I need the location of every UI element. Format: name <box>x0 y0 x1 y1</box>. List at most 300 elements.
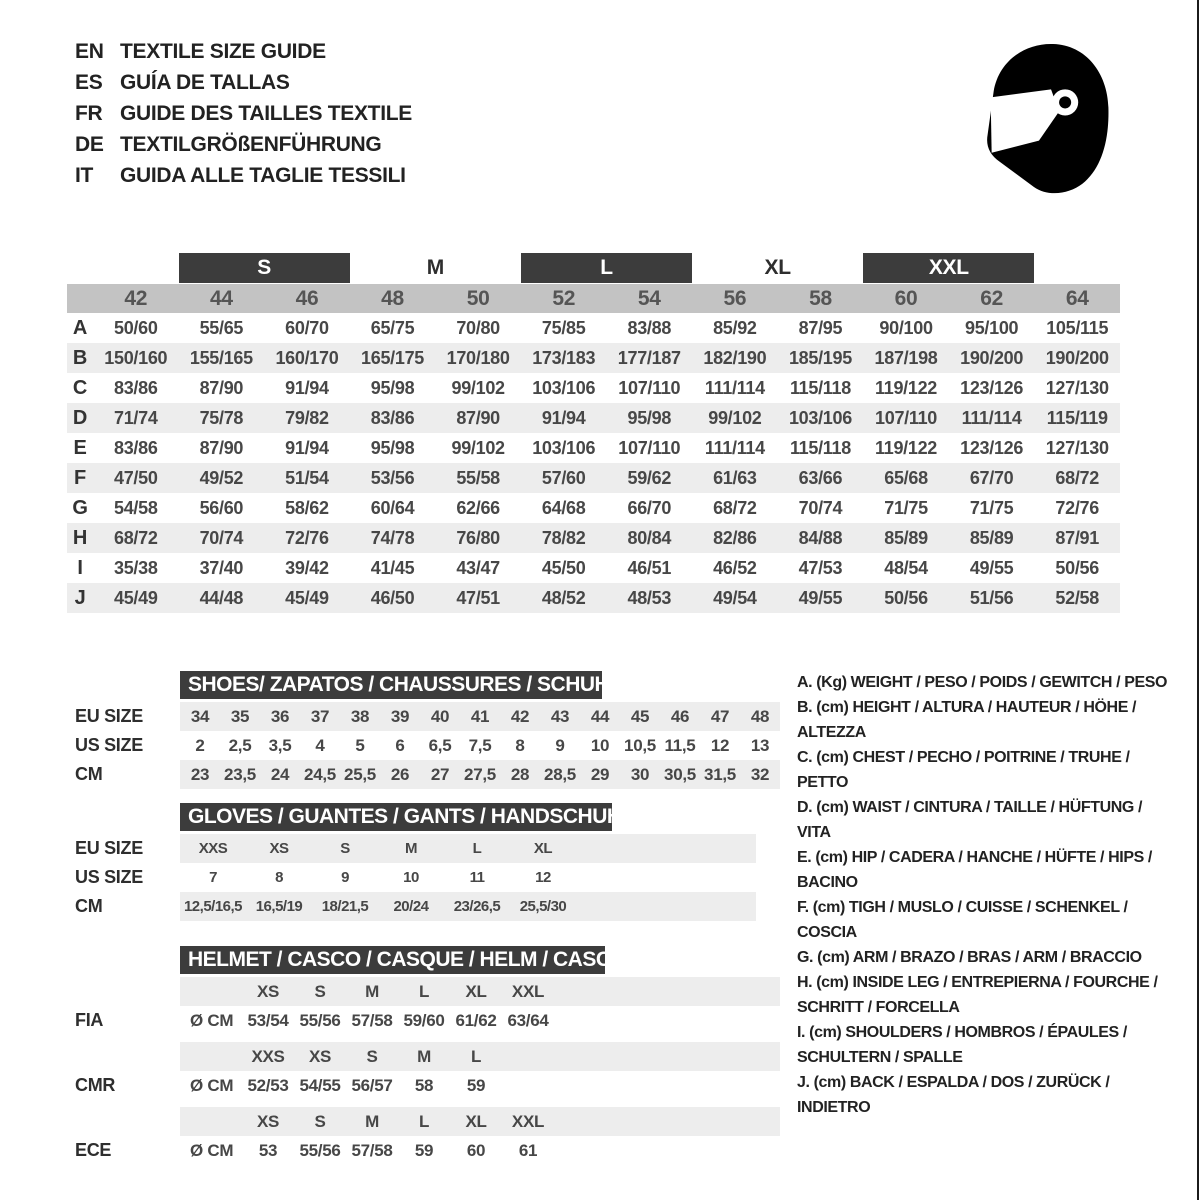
helmet-size-labels <box>180 1042 780 1071</box>
size-value: 67/70 <box>969 467 1014 488</box>
size-value: 95/100 <box>964 317 1019 338</box>
gloves-table-title-bar: GLOVES / GUANTES / GANTS / HANDSCHUHE / GUANTI <box>180 803 612 831</box>
size-value: 6,5 <box>428 735 452 755</box>
size-column-header: 52 <box>552 286 576 310</box>
helmet-size-label: XL <box>465 981 487 1001</box>
language-code: ES <box>75 71 103 94</box>
size-value: XL <box>533 840 553 857</box>
size-value: 82/86 <box>713 527 757 548</box>
size-value: 27 <box>430 764 450 784</box>
size-group-xl: XL <box>764 256 791 279</box>
gloves-size-table <box>75 803 795 921</box>
size-column-header: 60 <box>894 286 918 310</box>
helmet-size-label: XXL <box>511 981 545 1001</box>
helmet-size-value: 53 <box>258 1140 278 1160</box>
size-value: 11,5 <box>664 735 696 755</box>
sub-row-values <box>180 834 756 863</box>
standard-label: ECE <box>75 1140 112 1160</box>
size-value: 65/68 <box>884 467 928 488</box>
size-value: 23/26,5 <box>453 898 501 915</box>
size-value: 72/76 <box>285 527 329 548</box>
helmet-size-value: 54/55 <box>299 1075 341 1095</box>
measure-row-h <box>67 523 1120 553</box>
size-value: 55/58 <box>456 467 500 488</box>
size-column-header: 44 <box>209 286 233 310</box>
helmet-size-label: M <box>417 1046 431 1066</box>
size-value: 83/88 <box>627 317 672 338</box>
helmet-standard-row-cmr <box>75 1071 795 1100</box>
guide-title-fr: GUIDE DES TAILLES TEXTILE <box>120 102 412 125</box>
size-column-header: 56 <box>723 286 747 310</box>
size-value: 150/160 <box>104 347 168 368</box>
size-value: 45/49 <box>114 587 158 608</box>
legend-item-d: D. (cm) WAIST / CINTURA / TAILLE / HÜFTUNG / VITA <box>797 799 1143 841</box>
sub-row-values <box>180 731 780 760</box>
language-code: FR <box>75 102 103 125</box>
size-value: 48/53 <box>627 587 672 608</box>
sub-row-values <box>180 702 780 731</box>
size-column-header: 42 <box>124 286 148 310</box>
size-value: 28,5 <box>544 764 576 784</box>
size-value: 18/21,5 <box>321 898 369 915</box>
size-column-header: 64 <box>1065 286 1089 310</box>
size-value: 70/74 <box>798 497 843 518</box>
size-value: 45/50 <box>541 557 586 578</box>
helmet-size-labels <box>180 1107 780 1136</box>
measure-row-label: F <box>74 466 86 489</box>
size-value: 71/75 <box>969 497 1014 518</box>
size-value: 42 <box>510 706 530 726</box>
helmet-size-value: 55/56 <box>299 1140 341 1160</box>
diameter-unit: Ø CM <box>190 1010 234 1030</box>
size-value: 52/58 <box>1055 587 1099 608</box>
size-value: 37 <box>310 706 330 726</box>
size-value: 10 <box>590 735 610 755</box>
size-value: 7 <box>209 869 217 886</box>
size-value: 36 <box>270 706 290 726</box>
gloves-rows <box>75 834 795 921</box>
size-value: 111/114 <box>961 407 1022 428</box>
helmet-size-value: 60 <box>466 1140 486 1160</box>
size-value: 160/170 <box>275 347 339 368</box>
size-value: 91/94 <box>285 377 329 398</box>
shoes-rows <box>75 702 795 789</box>
language-code: EN <box>75 40 104 63</box>
size-value: 12 <box>535 869 551 886</box>
size-value: 85/89 <box>884 527 928 548</box>
size-value: 165/175 <box>361 347 425 368</box>
size-value: 95/98 <box>370 437 415 458</box>
numeric-size-header-row <box>67 284 1120 313</box>
helmet-sizes-row-cmr <box>75 1042 795 1071</box>
helmet-size-values <box>180 1006 780 1035</box>
size-value: 111/114 <box>704 437 765 458</box>
size-value: 63/66 <box>798 467 843 488</box>
sub-row-label <box>75 977 180 1006</box>
size-value: 170/180 <box>446 347 510 368</box>
sub-row-label <box>75 1042 180 1071</box>
size-value: 111/114 <box>704 377 765 398</box>
size-value: 119/122 <box>875 437 938 458</box>
helmet-size-table <box>75 946 795 1165</box>
size-value: 2 <box>195 735 205 755</box>
helmet-size-value: 52/53 <box>247 1075 289 1095</box>
size-value: 60/64 <box>370 497 415 518</box>
size-value: 9 <box>341 869 349 886</box>
size-value: 127/130 <box>1045 437 1109 458</box>
size-value: 103/106 <box>788 407 852 428</box>
size-value: 20/24 <box>393 898 429 915</box>
measure-row-g <box>67 493 1120 523</box>
size-value: 7,5 <box>468 735 492 755</box>
size-value: 87/90 <box>199 377 244 398</box>
size-value: 91/94 <box>541 407 586 428</box>
sub-row-values <box>180 760 780 789</box>
shoes-size-table <box>75 671 795 789</box>
legend-item-h: H. (cm) INSIDE LEG / ENTREPIERNA / FOURCHE / SCHRITT / FORCELLA <box>797 974 1158 1016</box>
helmet-size-label: L <box>418 1111 430 1131</box>
size-value: 99/102 <box>451 377 505 398</box>
size-value: 49/55 <box>969 557 1014 578</box>
helmet-size-label: XS <box>308 1046 332 1066</box>
size-value: M <box>405 840 417 857</box>
measure-row-label: C <box>72 376 88 399</box>
size-value: 12 <box>710 735 730 755</box>
size-value: 107/110 <box>618 437 681 458</box>
size-value: 87/90 <box>199 437 244 458</box>
band-corner-cell <box>67 284 93 313</box>
size-value: 71/75 <box>884 497 928 518</box>
size-value: 43 <box>550 706 570 726</box>
sub-row-label: US SIZE <box>75 735 143 755</box>
size-value: 75/85 <box>541 317 586 338</box>
size-group-xxl: XXL <box>863 253 1034 283</box>
size-value: 68/72 <box>713 497 757 518</box>
size-value: 2,5 <box>228 735 252 755</box>
size-value: 35/38 <box>114 557 158 578</box>
size-value: 48/54 <box>884 557 928 578</box>
size-value: 80/84 <box>627 527 672 548</box>
size-value: 182/190 <box>703 347 767 368</box>
helmet-section-ece <box>75 1107 795 1165</box>
size-value: 57/60 <box>541 467 586 488</box>
helmet-size-value: 56/57 <box>351 1075 393 1095</box>
legend-item-c: C. (cm) CHEST / PECHO / POITRINE / TRUHE / PETTO <box>797 749 1130 791</box>
diameter-unit: Ø CM <box>190 1140 234 1160</box>
size-column-header: 58 <box>809 286 832 310</box>
measure-row-label: J <box>74 586 86 609</box>
measurement-rows <box>67 313 1120 613</box>
size-group-l: L <box>521 253 692 283</box>
diameter-unit: Ø CM <box>190 1075 234 1095</box>
size-value: 48 <box>750 706 770 726</box>
size-value: 62/66 <box>456 497 500 518</box>
helmet-size-value <box>502 1071 554 1100</box>
size-value: 50/56 <box>884 587 928 608</box>
size-group-m: M <box>426 256 444 279</box>
size-value: 31,5 <box>704 764 736 784</box>
size-value: 85/89 <box>969 527 1014 548</box>
size-value: 10 <box>403 869 419 886</box>
guide-title-en: TEXTILE SIZE GUIDE <box>120 40 326 63</box>
helmet-size-label: XS <box>256 1111 280 1131</box>
legend-item-a: A. (Kg) WEIGHT / PESO / POIDS / GEWITCH / PESO <box>797 674 1168 691</box>
size-value: 28 <box>510 764 530 784</box>
size-value: 44/48 <box>199 587 244 608</box>
size-value: 46 <box>670 706 690 726</box>
size-value: 11 <box>469 869 485 886</box>
size-value: 46/50 <box>370 587 415 608</box>
size-value: 9 <box>555 735 565 755</box>
size-value: 47/51 <box>456 587 500 608</box>
size-value: 105/115 <box>1046 317 1109 338</box>
measure-row-i <box>67 553 1120 583</box>
language-row <box>75 98 412 129</box>
sub-row-label: EU SIZE <box>75 706 143 726</box>
helmet-size-value: 59 <box>466 1075 486 1095</box>
measure-row-label: A <box>72 316 88 339</box>
size-value: 25,5 <box>344 764 376 784</box>
size-value: 6 <box>395 735 405 755</box>
guide-title-es: GUÍA DE TALLAS <box>120 71 290 94</box>
size-value: 58/62 <box>285 497 329 518</box>
sub-row-label: CM <box>75 896 103 916</box>
unit-cell-spacer <box>180 1107 242 1136</box>
measure-row-label: I <box>77 556 83 579</box>
guide-title-it: GUIDA ALLE TAGLIE TESSILI <box>120 164 406 187</box>
size-value: 26 <box>390 764 410 784</box>
unit-cell-spacer <box>180 1042 242 1071</box>
size-value: 51/54 <box>285 467 329 488</box>
measure-row-label: E <box>73 436 87 459</box>
size-value: 119/122 <box>875 377 938 398</box>
size-value: 47/50 <box>114 467 158 488</box>
guide-title-de: TEXTILGRÖßENFÜHRUNG <box>120 133 382 156</box>
standard-label: FIA <box>75 1010 104 1030</box>
size-value: 70/80 <box>456 317 500 338</box>
measure-row-f <box>67 463 1120 493</box>
size-value: 87/91 <box>1055 527 1099 548</box>
size-value: 55/65 <box>199 317 244 338</box>
size-value: 107/110 <box>875 407 938 428</box>
size-value: 41/45 <box>370 557 415 578</box>
sub-row-eu-size <box>75 834 795 863</box>
size-value: 35 <box>230 706 250 726</box>
language-row <box>75 129 412 160</box>
size-value: 95/98 <box>627 407 672 428</box>
helmet-sizes-row-ece <box>75 1107 795 1136</box>
helmet-size-label: M <box>365 981 379 1001</box>
size-value: 8 <box>275 869 283 886</box>
size-value: 74/78 <box>370 527 415 548</box>
size-group-s: S <box>179 253 350 283</box>
helmet-section-fia <box>75 977 795 1035</box>
size-value: 46/51 <box>627 557 672 578</box>
measure-row-label: G <box>72 496 88 519</box>
sub-row-cm <box>75 892 795 921</box>
size-value: 95/98 <box>370 377 415 398</box>
measure-row-label: H <box>72 526 88 549</box>
size-value: 50/56 <box>1055 557 1099 578</box>
helmet-size-label: M <box>365 1111 379 1131</box>
size-value: 49/55 <box>798 587 843 608</box>
size-value: 24 <box>270 764 290 784</box>
measure-row-c <box>67 373 1120 403</box>
size-value: 23 <box>190 764 210 784</box>
language-code: DE <box>75 133 104 156</box>
size-value: 99/102 <box>451 437 505 458</box>
size-value: 70/74 <box>199 527 244 548</box>
size-value: 83/86 <box>370 407 415 428</box>
size-value: 37/40 <box>199 557 244 578</box>
size-value: 190/200 <box>1045 347 1109 368</box>
size-value: L <box>472 840 482 857</box>
size-value: 115/118 <box>789 377 851 398</box>
measurement-legend <box>797 670 1177 1120</box>
size-column-header: 50 <box>466 286 490 310</box>
size-value: 23,5 <box>224 764 256 784</box>
size-value: 40 <box>430 706 450 726</box>
size-value: 103/106 <box>532 377 596 398</box>
helmet-size-value: 61/62 <box>455 1010 497 1030</box>
size-value: 65/75 <box>370 317 415 338</box>
size-value: 87/90 <box>456 407 500 428</box>
size-value: 45 <box>630 706 650 726</box>
size-value: 4 <box>315 735 325 755</box>
legend-item-g: G. (cm) ARM / BRAZO / BRAS / ARM / BRACCIO <box>797 949 1142 966</box>
measure-row-a <box>67 313 1120 343</box>
unit-cell-spacer <box>180 977 242 1006</box>
helmet-size-label: L <box>470 1046 482 1066</box>
size-value: 61/63 <box>713 467 757 488</box>
size-value: 127/130 <box>1045 377 1109 398</box>
size-value: XXS <box>198 840 228 857</box>
size-value: 155/165 <box>189 347 253 368</box>
legend-item-e: E. (cm) HIP / CADERA / HANCHE / HÜFTE / HIPS / BACINO <box>797 849 1152 891</box>
size-value: 50/60 <box>114 317 158 338</box>
helmet-size-label: XXL <box>511 1111 545 1131</box>
size-value: 16,5/19 <box>255 898 303 915</box>
helmet-size-value: 59 <box>414 1140 434 1160</box>
helmet-size-value: 59/60 <box>403 1010 445 1030</box>
size-value: 39 <box>390 706 410 726</box>
measure-row-label: D <box>72 406 88 429</box>
textile-size-table <box>67 253 1120 613</box>
size-value: 185/195 <box>788 347 852 368</box>
helmet-size-label <box>502 1042 554 1071</box>
size-value: 177/187 <box>617 347 681 368</box>
size-value: 85/92 <box>713 317 757 338</box>
size-value: 51/56 <box>969 587 1014 608</box>
size-value: 8 <box>515 735 525 755</box>
size-value: 173/183 <box>532 347 596 368</box>
size-value: 187/198 <box>874 347 938 368</box>
right-edge-line <box>1197 0 1199 1200</box>
size-value: 91/94 <box>285 437 329 458</box>
size-value: 48/52 <box>541 587 586 608</box>
size-value: 78/82 <box>541 527 586 548</box>
helmet-standard-row-ece <box>75 1136 795 1165</box>
legend-item-b: B. (cm) HEIGHT / ALTURA / HAUTEUR / HÖHE / ALTEZZA <box>797 699 1137 741</box>
sub-row-cm <box>75 760 795 789</box>
size-value: XS <box>269 840 289 857</box>
size-value: 123/126 <box>960 437 1024 458</box>
size-value: 12,5/16,5 <box>183 898 243 915</box>
size-value: 44 <box>590 706 610 726</box>
size-value: 75/78 <box>199 407 244 428</box>
language-title-list <box>75 36 412 191</box>
size-value: 123/126 <box>960 377 1024 398</box>
standard-label: CMR <box>75 1075 116 1095</box>
size-value: 43/47 <box>456 557 500 578</box>
size-column-header: 62 <box>980 286 1003 310</box>
size-value: 54/58 <box>114 497 158 518</box>
shoes-table-title-bar: SHOES/ ZAPATOS / CHAUSSURES / SCHUHE / SCARPE <box>180 671 602 699</box>
sub-row-values <box>180 892 756 921</box>
sub-row-label <box>75 1107 180 1136</box>
helmet-size-value: 63/64 <box>507 1010 549 1030</box>
size-value: 47/53 <box>798 557 843 578</box>
size-value: 79/82 <box>285 407 329 428</box>
helmet-size-values <box>180 1136 780 1165</box>
helmet-size-label: S <box>366 1046 378 1066</box>
size-value: 24,5 <box>304 764 336 784</box>
legend-item-f: F. (cm) TIGH / MUSLO / CUISSE / SCHENKEL / COSCIA <box>797 899 1128 941</box>
size-value: 3,5 <box>268 735 292 755</box>
helmet-size-value: 57/58 <box>351 1010 393 1030</box>
size-value: 99/102 <box>708 407 762 428</box>
size-value: 103/106 <box>532 437 596 458</box>
language-row <box>75 67 412 98</box>
size-column-header: 54 <box>637 286 661 310</box>
sub-row-eu-size <box>75 702 795 731</box>
helmet-size-label: L <box>418 981 430 1001</box>
helmet-section-cmr <box>75 1042 795 1100</box>
size-value: 47 <box>710 706 730 726</box>
helmet-size-value: 57/58 <box>351 1140 393 1160</box>
size-column-header: 46 <box>295 286 319 310</box>
legend-item-j: J. (cm) BACK / ESPALDA / DOS / ZURÜCK / INDIETRO <box>797 1074 1110 1116</box>
size-value: 68/72 <box>114 527 158 548</box>
size-value: 38 <box>350 706 370 726</box>
size-value: 76/80 <box>456 527 500 548</box>
size-value: 84/88 <box>798 527 843 548</box>
size-value: 115/118 <box>789 437 851 458</box>
size-value: 56/60 <box>199 497 244 518</box>
size-value: 34 <box>190 706 210 726</box>
helmet-size-value: 61 <box>518 1140 538 1160</box>
size-value: 46/52 <box>713 557 757 578</box>
size-value: 30 <box>630 764 650 784</box>
size-value: 60/70 <box>285 317 329 338</box>
size-value: 32 <box>750 764 770 784</box>
size-value: 71/74 <box>114 407 158 428</box>
helmet-size-value: 58 <box>414 1075 434 1095</box>
size-value: 49/54 <box>713 587 757 608</box>
sub-row-label: EU SIZE <box>75 838 143 858</box>
helmet-size-label: XXS <box>251 1046 285 1066</box>
size-value: 10,5 <box>624 735 656 755</box>
sub-row-label: US SIZE <box>75 867 143 887</box>
size-value: 115/119 <box>1046 407 1108 428</box>
size-value: 68/72 <box>1055 467 1099 488</box>
measure-row-e <box>67 433 1120 463</box>
size-value: 87/95 <box>798 317 843 338</box>
helmet-size-label: XL <box>465 1111 487 1131</box>
size-value: 83/86 <box>114 377 158 398</box>
helmet-size-label: XS <box>256 981 280 1001</box>
helmet-size-labels <box>180 977 780 1006</box>
